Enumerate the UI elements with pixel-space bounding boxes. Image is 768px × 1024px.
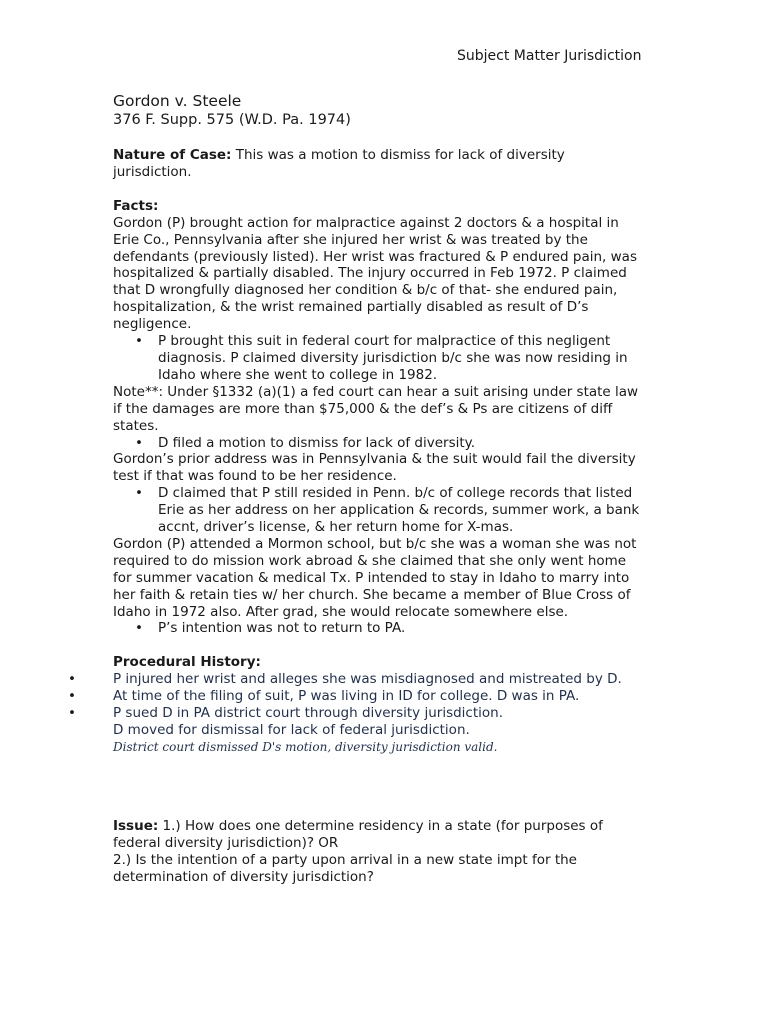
nature-of-case: [113, 147, 643, 181]
issue-question-2: 2.) Is the intention of a party upon arrival in a new state impt for the determination of diversity jurisdiction?: [113, 851, 577, 885]
facts-paragraph-2: Gordon’s prior address was in Pennsylvania & the suit would fail the diversity test if that was found to be her residence.: [113, 451, 636, 485]
facts-bullet: • D claimed that P still resided in Penn. b/c of college records that listed Erie as her address on her application & records, summer work, a bank accnt, driver’s license, & her return home for X-mas.: [113, 485, 643, 536]
facts-paragraph-1: Gordon (P) brought action for malpractice against 2 doctors & a hospital in Erie Co., Pennsylvania after she injured her wrist & was treated by the defendants (previously listed). Her wrist was fractured & P endured pain, was hospitalized & partially disabled. The injury occurred in Feb 1972. P claimed that D wrongfully diagnosed her condition & b/c of that- she endured pain, hospitalization, & the wrist remained partially disabled as result of D’s negligence.: [113, 214, 637, 333]
issue-label: Issue:: [113, 817, 159, 834]
facts-bullets-4: [113, 620, 643, 637]
procedural-item: • P sued D in PA district court through diversity jurisdiction.: [113, 705, 643, 722]
procedural-outcome: District court dismissed D's motion, diversity jurisdiction valid.: [113, 739, 498, 754]
procedural-list: [113, 671, 643, 722]
facts-paragraph-3: Gordon (P) attended a Mormon school, but b/c she was a woman she was not required to do mission work abroad & she claimed that she only went home for summer vacation & medical Tx. P intended to stay in Idaho to marry into her faith & retain ties w/ her church. She became a member of Blue Cross of Idaho in 1972 also. After grad, she would relocate somewhere else.: [113, 535, 637, 620]
issue-question-1: [113, 818, 643, 852]
nature-label: Nature of Case:: [113, 147, 232, 163]
page-header: Subject Matter Jurisdiction: [457, 48, 642, 64]
procedural-line: D moved for dismissal for lack of federal jurisdiction.: [113, 722, 470, 738]
facts-note: Note**: Under §1332 (a)(1) a fed court can hear a suit arising under state law if the damages are more than $75,000 & the def’s & Ps are citizens of diff states.: [113, 383, 639, 434]
facts-bullet: • P’s intention was not to return to PA.: [113, 620, 643, 637]
nature-text: This was a motion to dismiss for lack of diversity jurisdiction.: [113, 147, 565, 180]
facts-bullet: • P brought this suit in federal court for malpractice of this negligent diagnosis. P claimed diversity jurisdiction b/c she was now residing in Idaho where she went to college in 1982.: [113, 333, 643, 384]
procedural-label: Procedural History:: [113, 654, 261, 671]
issue-q1-text: 1.) How does one determine residency in a state (for purposes of federal diversity jurisdiction)? OR: [113, 817, 603, 851]
document-body: [113, 92, 643, 886]
facts-bullets-1: [113, 333, 643, 384]
case-title: Gordon v. Steele: [113, 92, 242, 110]
facts-bullet: • D filed a motion to dismiss for lack of diversity.: [113, 435, 643, 452]
procedural-history: [113, 671, 643, 756]
facts-bullets-2: [113, 435, 643, 452]
procedural-item: • At time of the filing of suit, P was living in ID for college. D was in PA.: [113, 688, 643, 705]
facts-label: Facts:: [113, 197, 159, 214]
case-citation: 376 F. Supp. 575 (W.D. Pa. 1974): [113, 112, 351, 128]
facts-bullets-3: [113, 485, 643, 536]
procedural-item: • P injured her wrist and alleges she was misdiagnosed and mistreated by D.: [113, 671, 643, 688]
